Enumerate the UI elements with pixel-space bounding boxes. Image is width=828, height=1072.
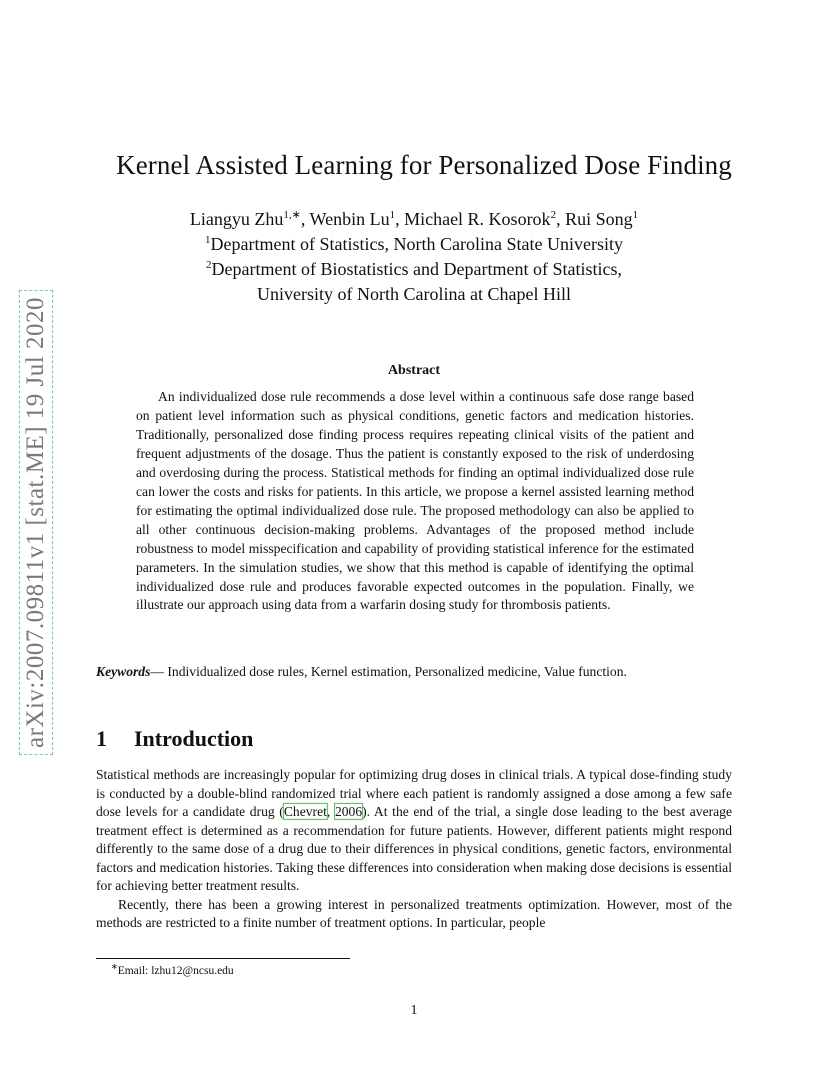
author-block bbox=[110, 207, 718, 307]
footnote bbox=[111, 962, 234, 977]
affiliation-2-continued: University of North Carolina at Chapel Hill bbox=[257, 284, 571, 304]
author-affiliation-mark: 1 bbox=[632, 209, 639, 221]
author-affiliation-mark: 2 bbox=[550, 209, 557, 221]
introduction-body bbox=[96, 766, 732, 933]
footnote-mark: ∗ bbox=[111, 962, 118, 971]
page-number: 1 bbox=[410, 1003, 418, 1018]
affiliation-1 bbox=[110, 232, 718, 257]
section-title: Introduction bbox=[134, 726, 254, 751]
author-name: Wenbin Lu bbox=[309, 209, 390, 229]
affiliation-text: Department of Biostatistics and Department of Statistics, bbox=[211, 259, 622, 279]
keywords-text: Individualized dose rules, Kernel estimation, Personalized medicine, Value function. bbox=[167, 664, 627, 679]
intro-paragraph-1 bbox=[96, 766, 732, 896]
abstract-text: An individualized dose rule recommends a dose level within a continuous safe dose range based on patient level information such as physical conditions, genetic factors and medication histories. Traditionally, personalized dose finding process requires repeating clinical visits of the patient and frequent adjustments of the dosage. Thus the patient is constantly exposed to the risk of underdosing and overdosing during the process. Statistical methods for finding an optimal individualized dose rule can lower the costs and risks for patients. In this article, we propose a kernel assisted learning method for estimating the optimal individualized dose rule. The proposed methodology can also be applied to all other continuous decision-making problems. Advantages of the proposed method include robustness to model misspecification and capability of providing statistical inference for the estimated parameters. In the simulation studies, we show that this method is capable of identifying the optimal individualized dose rule and produces favorable expected outcomes in the population. Finally, we illustrate our approach using data from a warfarin dosing study for thrombosis patients. bbox=[136, 389, 694, 613]
author-name: Rui Song bbox=[565, 209, 633, 229]
affiliation-mark: 1 bbox=[205, 234, 211, 246]
intro-text: ). At the end of the trial, a single dose leading to the best average treatment effect is determined as a recommendation for future patients. However, different patients might respond differently to the same dose of a drug due to their differences in physical conditions, genetic factors, environmental factors and medication histories. Taking these differences into consideration when making dose decisions is essential for achieving better treatment results. bbox=[96, 804, 732, 893]
author-name: Liangyu Zhu bbox=[189, 209, 284, 229]
citation-link-year[interactable]: 2006 bbox=[334, 804, 363, 819]
section-heading-introduction bbox=[96, 726, 253, 752]
intro-text: Statistical methods are increasingly popular for optimizing drug doses in clinical trials. A typical dose-finding study is conducted by a double-blind randomized trial where each patient is randomly assigned a dose among a few safe dose levels for a candidate drug ( bbox=[96, 767, 732, 819]
affiliation-text: Department of Statistics, North Carolina State University bbox=[210, 234, 623, 254]
author-separator: , bbox=[556, 209, 566, 229]
section-number: 1 bbox=[96, 726, 107, 751]
footnote-rule bbox=[96, 958, 350, 959]
arxiv-identifier-stamp[interactable]: arXiv:2007.09811v1 [stat.ME] 19 Jul 2020 bbox=[22, 293, 50, 752]
author-list bbox=[110, 207, 718, 232]
keywords-label: Keywords bbox=[96, 664, 151, 679]
author-separator: , bbox=[300, 209, 310, 229]
author-affiliation-mark: 1,∗ bbox=[283, 209, 301, 221]
paper-title: Kernel Assisted Learning for Personalized Dose Finding bbox=[116, 150, 732, 180]
affiliation-mark: 2 bbox=[206, 259, 212, 271]
keywords-paragraph bbox=[96, 663, 736, 682]
author-name: Michael R. Kosorok bbox=[404, 209, 551, 229]
keywords-dash: — bbox=[150, 664, 168, 679]
affiliation-2 bbox=[110, 257, 718, 282]
intro-paragraph-2: Recently, there has been a growing interest in personalized treatments optimization. However, most of the methods are restricted to a finite number of treatment options. In particular, people bbox=[96, 896, 732, 930]
citation-separator: , bbox=[326, 804, 335, 819]
abstract-heading: Abstract bbox=[387, 363, 441, 378]
citation-link-author[interactable]: Chevret bbox=[283, 804, 327, 819]
footnote-text: Email: lzhu12@ncsu.edu bbox=[117, 964, 234, 977]
author-separator: , bbox=[395, 209, 405, 229]
author-affiliation-mark: 1 bbox=[389, 209, 396, 221]
